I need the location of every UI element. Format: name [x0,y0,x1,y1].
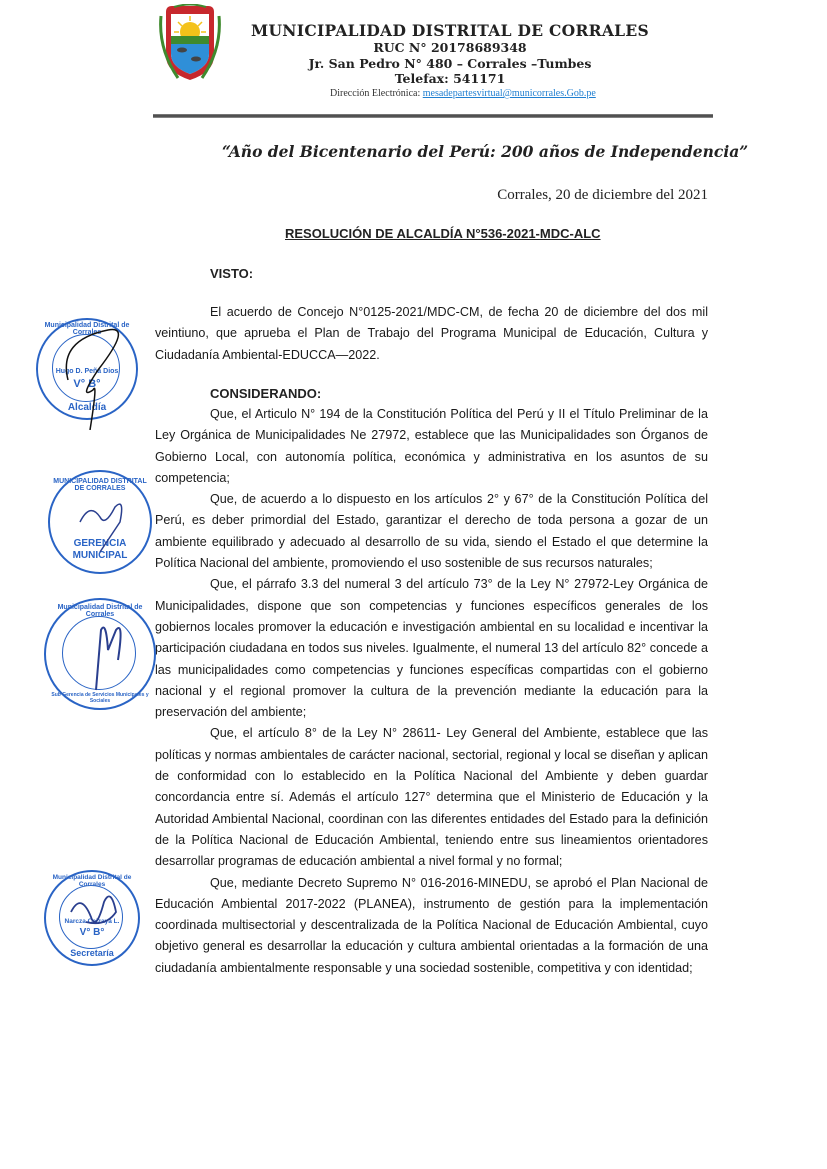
stamp-name: Hugo D. Peña Dios [55,368,119,375]
visto-heading: VISTO: [210,266,254,281]
header-divider [153,114,713,118]
considerando-paragraph-2: Que, de acuerdo a lo dispuesto en los artículos 2° y 67° de la Constitución Política del Perú, es deber primordial del Estado, garantizar el derecho de toda persona a gozar de un ambiente equilibrado y adecuado al desarrollo de su vida, siendo el Estado el que determine la Política Nacional del ambiente, promoviendo el uso sostenible de sus recursos naturales; [155,492,708,571]
sub-gerencia-stamp [44,598,156,710]
considerando-paragraph-5: Que, mediante Decreto Supremo N° 016-2016-MINEDU, se aprobó el Plan Nacional de Educación Ambiental 2017-2022 (PLANEA), instrumento de gestión para la implementación coordinada multisectorial y descentralizada de la Política Nacional de Educación Ambiental, cuyo objetivo general es desarrollar la educación y cultura ambiental orientadas a la formación de una ciudadanía ambientalmente responsable y una sociedad sostenible, competitiva y con identidad; [155,875,708,975]
municipal-crest-logo [158,4,222,84]
stamp-ring-text: Municipalidad Distrital de Corrales [44,322,130,336]
stamp-approval-mark: V° B° [73,378,101,390]
stamp-ring-text: MUNICIPALIDAD DISTRITAL DE CORRALES [53,478,147,492]
visto-section [155,302,708,366]
email-link[interactable]: mesadepartesvirtual@municorrales.Gob.pe [422,88,596,99]
address: Jr. San Pedro N° 480 – Corrales –Tumbes [308,55,592,71]
secretaria-stamp [44,870,140,966]
stamp-ring-text: Municipalidad Distrital de Corrales [52,874,132,888]
alcaldia-stamp [36,318,138,420]
stamp-bottom-text: Secretaría [70,948,114,958]
considerando-paragraph-4: Que, el artículo 8° de la Ley N° 28611- Ley General del Ambiente, establece que las políticas y normas ambientales de carácter nacional, sectorial, regional y local se diseñan y aplican de conformidad con lo establecido en la Política Nacional del Ambiente y deben guardar concordancia entre sí. Además el artículo 127° determina que el Ministerio de Educación y la Autoridad Ambiental Nacional, coordinan con las diferentes entidades del Estado para la definición de la Política Nacional de Educación Ambiental, teniendo entre sus lineamientos orientadores desarrollar programas de educación ambiental a nivel formal y no formal; [155,726,708,869]
considerando-section [155,404,708,979]
gerencia-stamp [48,470,152,574]
signature-icon [46,872,138,964]
stamp-name: Narcza Caizaya L. [64,918,120,925]
ruc-number: RUC N° 20178689348 [373,40,527,55]
stamp-line-1: GERENCIA [73,538,127,549]
letterhead [220,22,680,87]
email-row [330,88,596,99]
resolution-title: RESOLUCIÓN DE ALCALDÍA N°536-2021-MDC-ALC [285,226,601,241]
phone: Telefax: 541171 [394,71,506,86]
stamp-approval-mark: V° B° [79,927,105,938]
year-motto: “Año del Bicentenario del Perú: 200 años de Independencia” [222,142,749,161]
document-date: Corrales, 20 de diciembre del 2021 [497,187,708,203]
considerando-heading: CONSIDERANDO: [210,386,322,401]
visto-paragraph: El acuerdo de Concejo N°0125-2021/MDC-CM, de fecha 20 de diciembre del dos mil veintiuno, que aprueba el Plan de Trabajo del Programa Municipal de Educación, Cultura y Ciudadanía Ambiental-EDUCCA—2022. [155,305,708,362]
signature-icon [50,472,150,572]
signature-icon [38,320,136,430]
considerando-paragraph-1: Que, el Articulo N° 194 de la Constitución Política del Perú y II el Título Preliminar de la Ley Orgánica de Municipalidades Ne 27972, establece que las Municipalidades son Órganos de Gobierno Local, con autonomía política, económica y administrativa en los asuntos de su competencia; [155,407,708,485]
email-label: Dirección Electrónica: [330,88,421,99]
stamp-bottom-text: Sub Gerencia de Servicios Municipales y Sociales [51,692,149,704]
organization-name: MUNICIPALIDAD DISTRITAL DE CORRALES [251,21,649,40]
stamp-bottom-text: Alcaldía [67,402,107,413]
stamp-line-2: MUNICIPAL [72,550,128,561]
considerando-paragraph-3: Que, el párrafo 3.3 del numeral 3 del artículo 73° de la Ley N° 27972-Ley Orgánica de Municipalidades, dispone que son competencias y funciones específicos generales de los gobiernos locales promover la educación e investigación ambiental en su localidad e incentivar la participación ciudadana en todos sus niveles. Igualmente, el numeral 13 del artículo 82° concede a las municipalidades como competencias y funciones específicas compartidas con el gobierno nacional y el regional promover la cultura de la prevención mediante la educación para la preservación del ambiente; [155,577,708,720]
signature-icon [46,600,154,708]
stamp-ring-text: Municipalidad Distrital de Corrales [57,604,143,618]
